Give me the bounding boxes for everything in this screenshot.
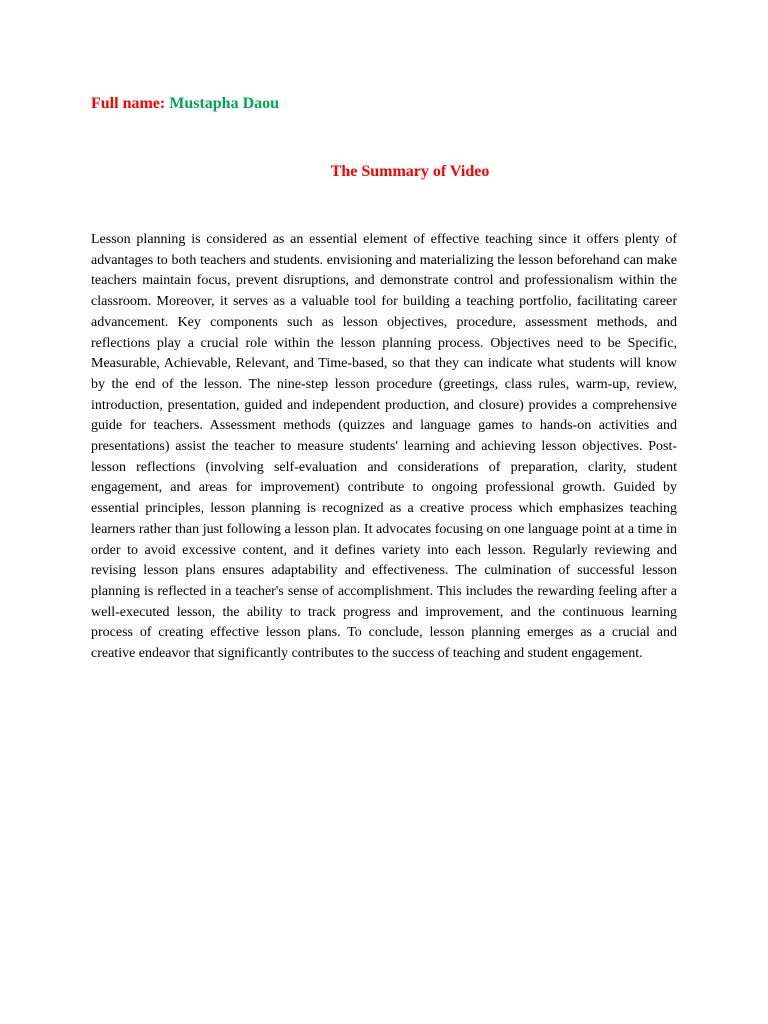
summary-paragraph: Lesson planning is considered as an essential element of effective teaching since it offers plenty of advantages to both teachers and students. envisioning and materializing the lesson beforehand can make teachers maintain focus, prevent disruptions, and demonstrate control and professionalism within the classroom. Moreover, it serves as a valuable tool for building a teaching portfolio, facilitating career advancement. Key components such as lesson objectives, procedure, assessment methods, and reflections play a crucial role within the lesson planning process. Objectives need to be Specific, Measurable, Achievable, Relevant, and Time-based, so that they can indicate what students will know by the end of the lesson. The nine-step lesson procedure (greetings, class rules, warm-up, review, introduction, presentation, guided and independent production, and closure) provides a comprehensive guide for teachers. Assessment methods (quizzes and language games to hands-on activities and presentations) assist the teacher to measure students' learning and achieving lesson objectives. Post-lesson reflections (involving self-evaluation and considerations of preparation, clarity, student engagement, and areas for improvement) contribute to ongoing professional growth. Guided by essential principles, lesson planning is recognized as a creative process which emphasizes teaching learners rather than just following a lesson plan. It advocates focusing on one language point at a time in order to avoid excessive content, and it defines variety into each lesson. Regularly reviewing and revising lesson plans ensures adaptability and effectiveness. The culmination of successful lesson planning is reflected in a teacher's sense of accomplishment. This includes the rewarding feeling after a well-executed lesson, the ability to track progress and improvement, and the continuous learning process of creating effective lesson plans. To conclude, lesson planning emerges as a crucial and creative endeavor that significantly contributes to the success of teaching and student engagement. (91, 232, 677, 662)
document-title: The Summary of Video (330, 163, 490, 180)
full-name-line (91, 93, 279, 115)
full-name-value: Mustapha Daou (169, 95, 280, 112)
full-name-label: Full name: (91, 95, 170, 112)
